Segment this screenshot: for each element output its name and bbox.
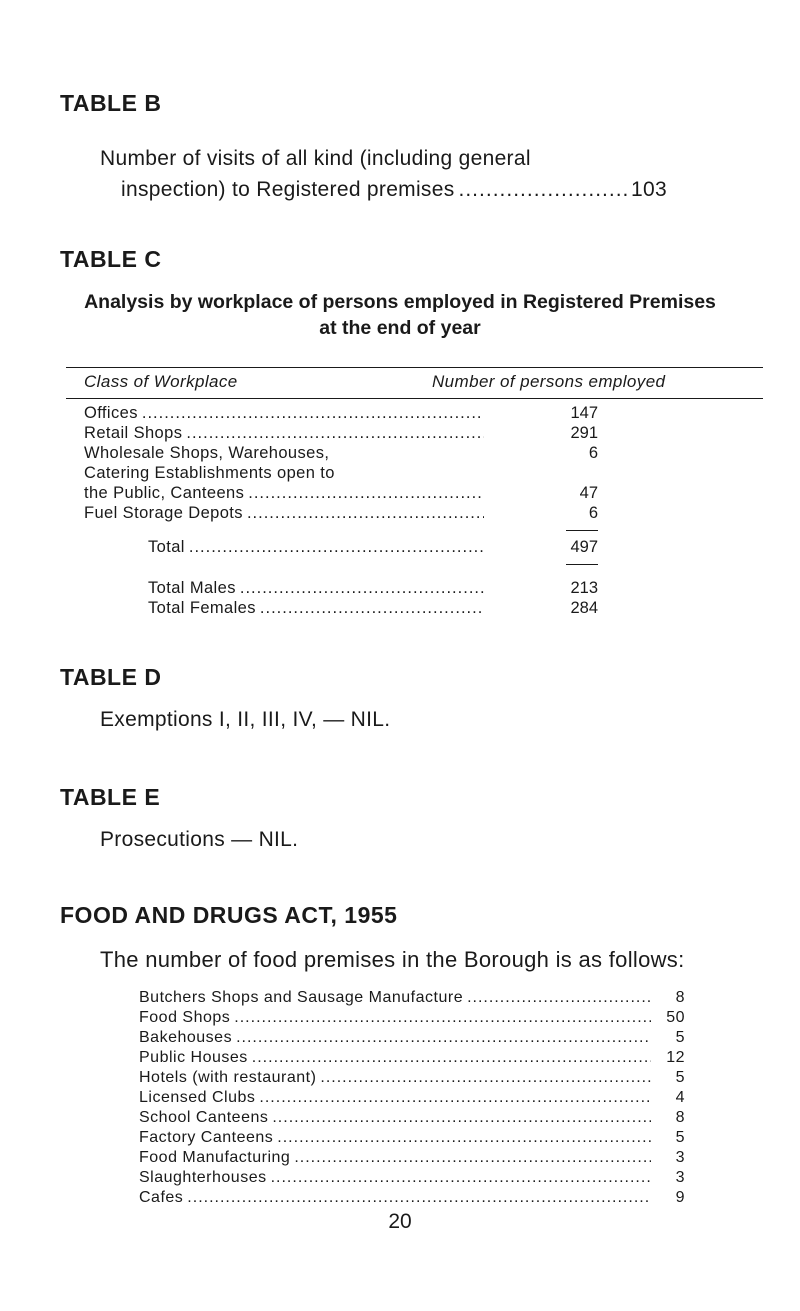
table-b-line2-label: inspection) to Registered premises: [121, 178, 455, 201]
item-value: 5: [675, 1129, 685, 1146]
leader-dots: [467, 989, 651, 1007]
leader-dots: [142, 404, 484, 423]
list-item: [139, 989, 685, 1007]
total-label: Total: [148, 538, 185, 556]
item-label: Food Manufacturing: [139, 1149, 291, 1166]
leader-dots: [247, 504, 484, 523]
total-value: 497: [570, 538, 598, 556]
page-number: 20: [388, 1210, 412, 1233]
item-value: 5: [675, 1029, 685, 1046]
item-label: School Canteens: [139, 1109, 269, 1126]
item-label: Food Shops: [139, 1009, 231, 1026]
table-c-subtitle-line1: Analysis by workplace of persons employed in Registered Premises: [84, 291, 716, 313]
row-label: Retail Shops: [84, 424, 183, 442]
item-label: Factory Canteens: [139, 1129, 274, 1146]
item-label: Licensed Clubs: [139, 1089, 256, 1106]
row-label: Offices: [84, 404, 138, 422]
total-females-row: [148, 599, 488, 618]
table-c-subtitle-line2: at the end of year: [319, 317, 481, 339]
table-row: [84, 504, 488, 523]
table-row: [84, 484, 488, 503]
leader-dots: [252, 1049, 651, 1067]
list-item: [139, 1189, 685, 1207]
row-label: the Public, Canteens: [84, 484, 245, 502]
total-top-rule: [566, 530, 598, 531]
table-d-text: Exemptions I, II, III, IV, — NIL.: [100, 708, 391, 731]
item-value: 8: [675, 989, 685, 1006]
leader-dots: [260, 599, 484, 618]
list-item: [139, 1069, 685, 1087]
table-c-col-class: Class of Workplace: [84, 372, 238, 391]
table-row: [84, 424, 488, 443]
item-label: Bakehouses: [139, 1029, 233, 1046]
total-females-label: Total Females: [148, 599, 256, 617]
table-e-text: Prosecutions — NIL.: [100, 828, 299, 851]
food-intro: The number of food premises in the Borough is as follows:: [100, 947, 685, 972]
food-heading: FOOD AND DRUGS ACT, 1955: [60, 902, 398, 928]
table-row: [84, 404, 488, 423]
leader-dots: [294, 1149, 651, 1167]
list-item: [139, 1129, 685, 1147]
table-b-line1: Number of visits of all kind (including general: [100, 147, 531, 170]
item-value: 50: [666, 1009, 685, 1026]
table-c-top-rule: [66, 367, 763, 368]
list-item: [139, 1049, 685, 1067]
row-value: 6: [588, 504, 598, 522]
leader-dots: [240, 579, 484, 598]
table-c-col-number: Number of persons employed: [432, 372, 666, 391]
item-label: Hotels (with restaurant): [139, 1069, 317, 1086]
leader-dots: [234, 1009, 651, 1027]
item-label: Slaughterhouses: [139, 1169, 267, 1186]
leader-dots: [277, 1129, 651, 1147]
list-item: [139, 1029, 685, 1047]
item-value: 5: [675, 1069, 685, 1086]
item-label: Butchers Shops and Sausage Manufacture: [139, 989, 464, 1006]
row-label: Fuel Storage Depots: [84, 504, 243, 522]
table-c-header-rule: [66, 398, 763, 399]
leader-dots: [459, 178, 628, 202]
row-value: 147: [570, 404, 598, 422]
leader-dots: [248, 484, 484, 503]
item-value: 8: [675, 1109, 685, 1126]
list-item: [139, 1149, 685, 1167]
table-c-heading: TABLE C: [60, 246, 162, 272]
table-b-line2: [121, 178, 667, 202]
total-males-label: Total Males: [148, 579, 236, 597]
list-item: [139, 1109, 685, 1127]
table-row: Catering Establishments open to: [84, 464, 335, 482]
leader-dots: [187, 1189, 651, 1207]
item-value: 3: [675, 1149, 685, 1166]
leader-dots: [272, 1109, 651, 1127]
total-males-row: [148, 579, 488, 598]
item-label: Public Houses: [139, 1049, 248, 1066]
total-males-value: 213: [570, 579, 598, 597]
leader-dots: [236, 1029, 651, 1047]
item-value: 9: [675, 1189, 685, 1206]
item-value: 3: [675, 1169, 685, 1186]
total-females-value: 284: [570, 599, 598, 617]
table-d-heading: TABLE D: [60, 664, 162, 690]
leader-dots: [320, 1069, 651, 1087]
row-value: 6: [588, 444, 598, 462]
table-b-heading: TABLE B: [60, 90, 162, 116]
leader-dots: [186, 424, 484, 443]
table-row: Wholesale Shops, Warehouses,: [84, 444, 330, 462]
list-item: [139, 1169, 685, 1187]
list-item: [139, 1009, 685, 1027]
table-b-line2-value: 103: [631, 178, 667, 201]
row-value: 291: [570, 424, 598, 442]
leader-dots: [259, 1089, 651, 1107]
row-value: 47: [579, 484, 598, 502]
item-label: Cafes: [139, 1189, 184, 1206]
total-bottom-rule: [566, 564, 598, 565]
leader-dots: [271, 1169, 651, 1187]
item-value: 12: [666, 1049, 685, 1066]
item-value: 4: [675, 1089, 685, 1106]
leader-dots: [189, 538, 484, 557]
list-item: [139, 1089, 685, 1107]
table-e-heading: TABLE E: [60, 784, 161, 810]
total-row: [148, 538, 488, 557]
